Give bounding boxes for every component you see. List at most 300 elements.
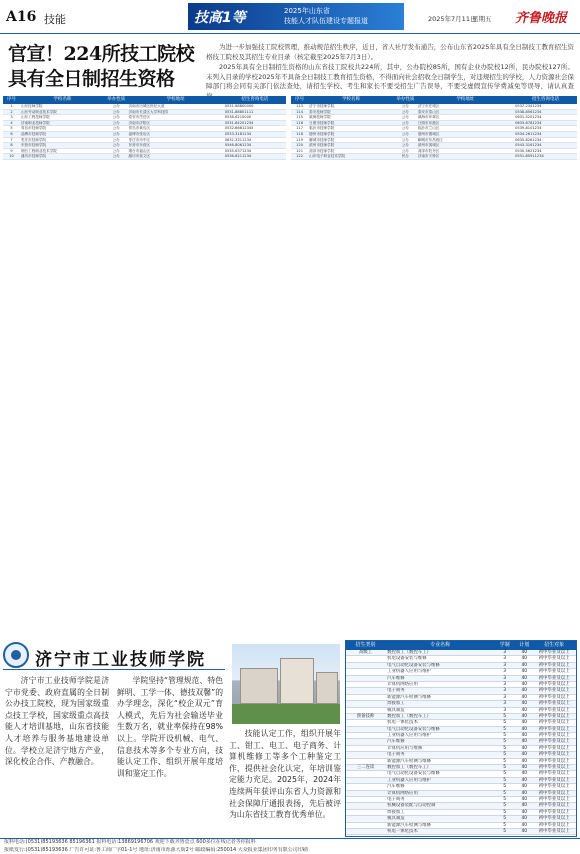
major-row-cell: 初中毕业及以上 [538,752,570,758]
school-row-cell: 公办 [112,148,120,153]
school-row-cell: 0631-5201234 [515,115,542,120]
school-row-cell: 淄博市技师学院 [20,131,47,136]
major-row-cell [346,727,385,732]
major-row-cell: 40 [521,675,528,681]
major-row-cell: 40 [521,713,528,719]
intro-paragraph-2: 2025年具有全日制招生资格的山东省技工院校共224所，其中，公办院校85所，国有企业办院校12所，民办院校127所。未列入目录的学校2025年不具备全日制技工教育招生资格，不得面向社会招收全日制学生，对违规招生的学校，人力资源社会保障部门将会同有关部门依法查处，请招生学校、考生和家长不要受招生广告误导，不要受虚假宣传学费减免等误导，请认真查 [206,63,574,90]
major-row-cell: 40 [521,771,528,777]
major-row-cell: 机电设备安装与维修 [387,656,427,662]
school-row-cell: 0543-3161234 [515,143,542,148]
school-row [291,154,577,160]
school-profile-paragraph: 学院坚持“管理规范、特色鲜明、工学一体、德技双馨”的办学理念，深化“校企双元”育人模式，先后为社会输送毕业生数万名，就业率保持在98%以上。学院开设机械、电气、信息技术等多个专业方向，技能认定工作、组织开展年度培训和鉴定工作。 [117,676,223,778]
school-profile-paragraph: 技能认定工作，组织开展年工、钳工、电工、电子商务、计算机维修工等多个工种鉴定工作，提供社会化认定，年培训鉴定能力充足。2025年，2024年连续两年获评山东省人力资源和社会保障厅通报表扬，先后被评为山东省技工教育优秀单位。 [229,729,341,820]
school-table-header [291,96,577,104]
school-row-cell: 0534-2611234 [515,131,542,136]
major-row-cell [346,752,385,757]
major-row-cell: 模具制造 [387,816,405,822]
school-row-cell: 青岛市技师学院 [20,126,47,131]
major-row-cell: 工业机器人应用与维护 [387,777,432,783]
major-table-rows [346,650,576,835]
school-row-cell: 公办 [112,104,120,108]
school-row-cell: 济南职业技师学院 [20,120,50,125]
school-row-cell: 滨州市滨城区 [417,143,440,148]
school-row-cell: 0531-88800000 [224,104,254,108]
major-row-cell: 数控加工（数控车工） [387,650,432,655]
major-row-cell: 预备技师 [356,713,375,719]
major-row-cell [346,676,385,681]
school-row-cell: 公办 [112,154,120,159]
school-row-cell: 0546-8061234 [224,143,252,148]
school-table-header [3,96,286,104]
school-row-cell: 山东劳动职业技术学院 [20,109,57,114]
school-row-cell: 青岛市黄岛区 [128,126,151,131]
major-row-cell: 机电一体化技术 [387,720,418,726]
major-row-cell [346,797,385,802]
major-row-cell: 电子商务 [387,796,405,802]
school-table-left [3,96,286,634]
campus-photo [232,644,340,724]
school-profile-paragraph: 济宁市工业技师学院是济宁市党委、政府直属的全日制公办技工院校，现为国家级重点技工学校，国家级重点高技能人才培训基地，山东省技能人才培养与服务基地建设单位。学校立足济宁地方产业，深化校企合作、产教融合。 [5,676,109,767]
major-row-cell: 初中毕业及以上 [538,701,570,707]
article-headline: 官宣！224所技工院校具有全日制招生资格 [8,43,195,90]
school-row-cell: 0632-3311234 [224,137,252,142]
major-row-cell [346,778,385,783]
school-profile-title: 济宁市工业技师学院 [35,650,206,670]
school-row-cell: 117 [296,126,303,131]
col-header-years: 学制 [499,642,510,648]
col-header-address: 学校地址 [456,97,475,102]
school-row-cell: 山东技师学院 [20,104,43,108]
major-row-cell: 3 [503,662,507,668]
major-row-cell: 5 [503,777,507,783]
school-row-cell: 山东电子职业技术学院 [309,154,346,159]
major-row-cell: 初中毕业及以上 [538,809,570,815]
major-row-cell: 5 [503,803,507,809]
major-row-cell: 初中毕业及以上 [538,822,570,828]
building-shape [280,658,314,704]
major-row-cell [346,708,385,713]
major-row-cell: 40 [521,726,528,732]
major-row-cell: 40 [521,809,528,815]
major-row-cell: 40 [521,707,528,713]
special-report-banner [188,3,404,30]
school-row-cell: 115 [296,115,303,120]
school-row-cell: 济南市济阳区 [128,120,151,125]
school-row-cell: 民办 [401,154,409,159]
school-row-cell: 8 [10,143,13,148]
school-table-rows [3,104,286,160]
major-row-cell: 3 [503,650,507,655]
major-row-cell: 40 [521,739,528,745]
major-row-cell: 初中毕业及以上 [538,739,570,745]
school-row-cell: 日照市技师学院 [309,120,335,125]
major-row-cell: 新能源汽车检测与维修 [387,822,432,828]
school-row-cell: 0535-6371234 [224,148,252,153]
school-row-cell: 泰安市泰山区 [417,109,440,114]
issue-weekday: 星期五 [472,15,492,23]
school-row-cell: 济宁市任城区 [417,104,440,108]
major-row-cell: 3 [503,688,507,694]
major-row-cell: 5 [503,745,507,751]
school-row-cell: 德州市技师学院 [309,131,335,136]
major-row-cell: 计算机网络应用 [387,790,418,796]
major-row-cell: 40 [521,733,528,739]
major-row-cell [346,720,385,725]
building-shape [240,668,278,704]
major-row-cell: 机械设备装配与自动控制 [387,803,436,809]
school-row-cell: 济南市历城区世纪大道 [128,104,165,108]
school-row-cell: 3 [10,115,13,120]
page-header [0,0,580,34]
major-row-cell: 初中毕业及以上 [538,777,570,783]
major-row-cell: 初中毕业及以上 [538,790,570,796]
school-row-cell: 公办 [401,104,409,108]
col-header-type: 举办性质 [107,97,126,102]
col-header-index: 序号 [295,97,305,102]
major-row-cell: 5 [503,713,507,719]
school-row-cell: 济宁市技师学院 [309,104,335,108]
school-row-cell: 4 [10,120,13,125]
article-intro [206,43,574,102]
major-row-cell: 5 [503,758,507,764]
school-row-cell: 0530-5621234 [515,148,542,153]
major-row-cell [346,829,385,834]
banner-subtitle-line1: 2025年山东省 [284,7,330,15]
major-row-cell: 初中毕业及以上 [538,681,570,687]
school-row-cell: 121 [296,148,303,153]
school-row-cell: 120 [296,143,303,148]
newspaper-logo: 齐鲁晚报 [515,11,568,26]
major-row-cell: 初中毕业及以上 [538,733,570,739]
major-row-cell: 3 [503,675,507,681]
major-row-cell: 3 [503,694,507,700]
school-row-cell: 公办 [112,109,120,114]
school-row-cell: 公办 [401,137,409,142]
school-row-cell: 公办 [112,115,120,120]
major-row-cell: 汽车维修 [387,784,405,790]
major-table-header [346,641,576,650]
major-row-cell: 初中毕业及以上 [538,720,570,726]
school-row-cell: 泰安技师学院 [309,109,331,114]
major-row-cell: 40 [521,803,528,809]
major-row-cell: 初中毕业及以上 [538,803,570,809]
major-row-cell: 新能源汽车检测与维修 [387,758,432,764]
lawn-shape [232,704,340,724]
major-row-cell: 数控加工（数控车工） [387,765,432,771]
major-row-cell [346,803,385,808]
school-row-cell: 公办 [401,120,409,125]
major-row-cell: 40 [521,681,528,687]
school-row-cell: 临沂市技师学院 [309,126,335,131]
major-row-cell: 40 [521,784,528,790]
school-table-rows [291,104,577,160]
major-row-cell [346,739,385,744]
school-row-cell: 枣庄市技师学院 [20,137,47,142]
major-row-cell: 焊接加工 [387,701,405,707]
school-row-cell: 0538-6210000 [224,115,252,120]
major-row-cell: 40 [521,650,528,655]
major-row-cell: 40 [521,701,528,707]
major-row-cell: 电气自动化设备安装与维修 [387,726,440,732]
major-row-cell: 3 [503,707,507,713]
col-header-name: 学校名称 [342,97,361,102]
section-name: 技能 [44,13,66,26]
major-row-cell: 机电一体化技术 [387,828,418,834]
footer-line-2: 报纸发行:(0531)85193636 广告许可证:鲁工商广字01-1号 地址:济南市泺源大街2号 邮政编码:250014 大众报业集团印务有限公司印刷 [4,846,308,853]
school-row-cell: 0633-8781234 [515,120,542,125]
school-row-cell: 113 [296,104,303,108]
major-row-cell: 工业机器人应用与维护 [387,733,432,739]
school-row-cell: 116 [296,120,303,125]
major-row-cell: 40 [521,720,528,726]
school-row-cell: 临沂市兰山区 [417,126,440,131]
major-table [345,640,577,837]
school-row-cell: 威海技师学院 [309,115,331,120]
school-row-cell: 0531-85911234 [515,154,544,159]
school-row-cell: 潍坊市技师学院 [20,154,47,159]
major-row-cell: 模具制造 [387,707,405,713]
major-row-cell: 40 [521,694,528,700]
school-row-cell: 菏泽市技师学院 [309,148,335,153]
major-row-cell: 电子商务 [387,688,405,694]
school-row-cell: 0539-8101234 [515,126,542,131]
major-row-cell [346,810,385,815]
banner-subtitle-line2: 技能人才队伍建设专题报道 [284,17,368,25]
major-row-cell: 初中毕业及以上 [538,688,570,694]
major-row-cell [346,695,385,700]
major-row-cell: 40 [521,777,528,783]
school-row-cell: 0531-84201234 [224,120,254,125]
major-row-cell [346,669,385,674]
school-row-cell: 公办 [112,126,120,131]
school-emblem-icon [3,642,29,668]
major-row-cell: 40 [521,758,528,764]
school-row-cell: 威海市环翠区 [417,115,440,120]
school-row-cell: 122 [296,154,303,159]
school-row-cell: 公办 [401,115,409,120]
col-header-major: 专业名称 [430,642,451,648]
school-row-cell: 德州市德城区 [417,131,440,136]
major-row-cell: 5 [503,790,507,796]
school-table-right [291,96,577,634]
major-row-cell: 40 [521,765,528,771]
major-row-cell: 新能源汽车检测与维修 [387,694,432,700]
col-header-plan: 计划 [519,642,530,648]
school-row-cell: 公办 [401,126,409,131]
school-row-cell: 0536-8211234 [224,154,252,159]
school-row-cell: 济南市天桥区 [417,154,440,159]
school-row-cell: 日照市东港区 [417,120,440,125]
major-row-cell: 5 [503,784,507,790]
school-row-cell: 公办 [112,143,120,148]
major-row-cell: 初中毕业及以上 [538,784,570,790]
major-row-cell: 40 [521,790,528,796]
major-row-cell: 3 [503,669,507,675]
school-row-cell: 9 [10,148,13,153]
school-row-cell: 菏泽市牡丹区 [417,148,440,153]
major-row-cell: 电气自动化设备安装与维修 [387,771,440,777]
school-profile-column-3 [229,728,341,821]
major-row-cell [346,663,385,668]
major-row-cell: 初中毕业及以上 [538,816,570,822]
school-profile-column-1 [5,675,109,768]
major-row-cell [346,688,385,693]
school-row-cell: 济南市长清区大学科技园 [128,109,169,114]
school-row-cell: 0533-3181234 [224,131,252,136]
major-row-cell: 电气自动化设备安装与维修 [387,662,440,668]
school-row-cell: 聊城市技师学院 [309,137,335,142]
intro-paragraph-1: 为进一步加强技工院校管理，推动规范招生秩序，近日，省人社厅发布通告，公布山东省2025年具有全日制技工教育招生资格技工院校及其招生专业目录（核定截至2025年7月3日）。 [206,43,574,61]
major-row-cell: 初中毕业及以上 [538,745,570,751]
major-row-cell: 3 [503,656,507,662]
major-row-cell: 汽车维修 [387,675,405,681]
page-footer [0,838,580,854]
major-row-cell [346,746,385,751]
major-row-cell: 初中毕业及以上 [538,796,570,802]
col-header-index: 序号 [6,97,16,102]
school-row-cell: 114 [296,109,303,114]
major-row-cell [346,701,385,706]
col-header-type: 举办性质 [396,97,415,102]
major-row-cell: 40 [521,669,528,675]
major-row-cell [346,656,385,661]
banner-title: 技高1等 [194,10,246,26]
school-profile-column-2 [117,675,223,779]
major-row-cell: 40 [521,828,528,834]
major-row-cell: 5 [503,822,507,828]
major-row-cell [346,733,385,738]
col-header-target: 招生对象 [544,642,565,648]
major-row-cell: 3 [503,681,507,687]
school-row-cell: 泰安市岱岳区 [128,115,151,120]
major-row-cell: 焊接加工 [387,809,405,815]
major-row-cell: 初中毕业及以上 [538,669,570,675]
school-row-cell: 聊城市东昌府区 [417,137,443,142]
school-row-cell: 公办 [401,131,409,136]
school-row-cell: 公办 [112,120,120,125]
major-row-cell: 初中毕业及以上 [538,758,570,764]
school-row-cell: 东营市技师学院 [20,143,47,148]
school-row-cell: 2 [10,109,13,114]
major-row-cell: 三二连读 [356,765,375,771]
col-header-address: 学校地址 [166,97,185,102]
major-row-cell: 5 [503,733,507,739]
major-row-cell: 5 [503,816,507,822]
major-row-cell: 计算机网络应用 [387,681,418,687]
major-row-cell: 初中毕业及以上 [538,662,570,668]
major-row-cell: 初中毕业及以上 [538,656,570,662]
major-row-cell: 5 [503,809,507,815]
col-header-phone: 招生咨询电话 [532,97,560,102]
major-row-cell: 初中毕业及以上 [538,713,570,719]
issue-date: 2025年7月11日 [428,15,477,23]
major-row-cell [346,682,385,687]
major-row-cell: 40 [521,662,528,668]
major-row [346,829,576,835]
major-row-cell [346,823,385,828]
school-row-cell: 潍坊市奎文区 [128,154,151,159]
major-row-cell: 40 [521,796,528,802]
school-row-cell: 公办 [112,137,120,142]
major-row-cell: 初中毕业及以上 [538,650,570,655]
major-row-cell [346,771,385,776]
school-row-cell: 0531-88801111 [224,109,254,114]
building-shape [316,672,338,704]
school-row-cell: 119 [296,137,303,142]
major-row-cell: 计算机应用与维修 [387,745,423,751]
school-row-cell: 7 [10,137,13,142]
school-row-cell: 淄博市张店区 [128,131,151,136]
school-row-cell: 5 [10,126,13,131]
major-row-cell [346,784,385,789]
school-row-cell: 公办 [401,148,409,153]
major-row-cell: 初中毕业及以上 [538,828,570,834]
major-row-cell: 5 [503,828,507,834]
school-row-cell: 烟台工程职业技术学院 [20,148,57,153]
school-row-cell: 枣庄市市中区 [128,137,151,142]
footer-line-1: 报料电话:(0531)85193636 85196361 报料电话:13869196706 欢迎下载齐鲁壹点 600多位在线记者等你报料 [4,839,256,845]
school-row-cell: 滨州市技师学院 [309,143,335,148]
major-row-cell [346,791,385,796]
school-row-cell: 公办 [112,131,120,136]
school-row-cell: 118 [296,131,303,136]
major-row-cell: 数控加工（数控车工） [387,713,432,719]
major-row-cell: 初中毕业及以上 [538,726,570,732]
major-row-cell: 5 [503,765,507,771]
school-profile-header [3,642,225,670]
major-row-cell: 5 [503,739,507,745]
major-row-cell: 初中毕业及以上 [538,707,570,713]
school-row-cell: 0532-86812345 [224,126,254,131]
major-row-cell: 40 [521,745,528,751]
school-row-cell: 1 [10,104,13,108]
major-row-cell [346,759,385,764]
major-row-cell: 初中毕业及以上 [538,765,570,771]
major-row-cell: 40 [521,816,528,822]
major-row-cell: 工业机器人应用与维护 [387,669,432,675]
school-row-cell: 0538-8561234 [515,109,542,114]
major-row-cell: 汽车维修 [387,739,405,745]
major-row-cell [346,816,385,821]
major-row-cell: 电子商务 [387,752,405,758]
major-row-cell: 40 [521,688,528,694]
school-row-cell: 0537-2341234 [515,104,542,108]
col-header-category: 招生类别 [355,642,376,648]
major-row-cell: 初中毕业及以上 [538,771,570,777]
major-row-cell: 3 [503,701,507,707]
major-row-cell: 40 [521,656,528,662]
school-row-cell: 东营市东营区 [128,143,151,148]
major-row-cell: 5 [503,726,507,732]
major-row-cell: 5 [503,796,507,802]
banner-subtitle [284,6,368,26]
major-row-cell: 40 [521,752,528,758]
school-row-cell: 公办 [401,143,409,148]
school-row-cell: 0635-8261234 [515,137,542,142]
major-row-cell: 高级工 [358,650,373,655]
school-row-cell: 6 [10,131,13,136]
major-row-cell: 5 [503,720,507,726]
major-row-cell: 初中毕业及以上 [538,694,570,700]
major-row-cell: 5 [503,771,507,777]
major-row-cell: 40 [521,822,528,828]
school-row-cell: 10 [9,154,14,159]
school-row-cell: 山东工程技师学院 [20,115,50,120]
col-header-phone: 招生咨询电话 [241,97,269,102]
school-row-cell: 烟台市福山区 [128,148,151,153]
page-number: A16 [6,9,37,25]
col-header-name: 学校名称 [53,97,72,102]
